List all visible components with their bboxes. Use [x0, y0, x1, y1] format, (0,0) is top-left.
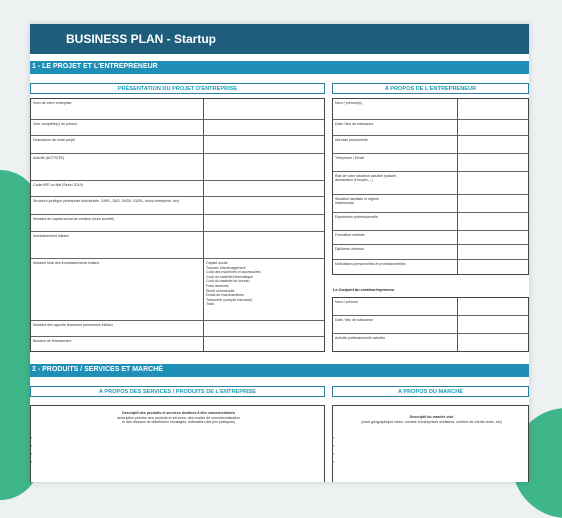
column-header-products — [30, 386, 325, 397]
row-label: Expérience professionnelle — [335, 215, 379, 219]
row-label: Formation réalisée — [335, 233, 365, 237]
sublist-item: Droits de marchandises — [206, 293, 244, 298]
table-row[interactable] — [333, 231, 529, 245]
table-row[interactable] — [31, 259, 325, 321]
column-header-entrepreneur-label: A PROPOS DE L'ENTREPRENEUR — [384, 86, 477, 92]
products-description — [31, 411, 326, 425]
table-row[interactable] — [31, 337, 325, 351]
row-label: Description de votre projet — [33, 138, 75, 142]
table-row[interactable] — [31, 321, 325, 337]
table-row[interactable] — [31, 154, 325, 181]
table-row[interactable] — [333, 120, 529, 136]
row-label: Adresse personnelle — [335, 138, 368, 142]
row-label: Date / lieu de naissance — [335, 318, 374, 322]
sublist-item: Coût du matériel informatique — [206, 274, 254, 279]
row-label: Nom / prénom — [335, 300, 358, 304]
table-row[interactable] — [333, 99, 529, 120]
row-label: Besoins de financement — [33, 339, 72, 343]
row-label: Montant de capital social de création (bure société) — [33, 217, 115, 221]
table-row[interactable] — [333, 245, 529, 260]
market-box[interactable] — [332, 405, 529, 482]
row-label: Nom de votre entreprise — [33, 101, 72, 105]
column-header-market-label: A PROPOS DU MARCHÉ — [397, 389, 464, 395]
column-header-entrepreneur — [332, 83, 529, 94]
row-label: Nom / prénom(s) — [335, 101, 362, 105]
table-row[interactable] — [31, 181, 325, 197]
sublist-item: Capital social — [206, 261, 228, 265]
sublist-item: Frais annexes — [206, 283, 229, 288]
description-line: et des réseaux de distribution envisagés, estimation des prix pratiqués) — [121, 420, 236, 425]
column-header-products-label: A PROPOS DES SERVICES / PRODUITS DE L'ENTREPRISE — [98, 389, 257, 395]
table-row[interactable] — [333, 172, 529, 195]
column-header-market — [332, 386, 529, 397]
title-bar — [30, 24, 529, 54]
sublist-item: Travaux d'aménagement — [206, 265, 246, 270]
row-label: Motivations personnelles et professionnelles — [335, 262, 406, 266]
table-row[interactable] — [31, 136, 325, 154]
row-label: Structure juridique (entreprise individuelle, SARL, SAS, SASU, EURL, micro-entreprise, etc) — [33, 199, 180, 203]
description-line: Descriptif du marché visé — [409, 415, 454, 419]
row-label: État de votre situation actuelle (salarié, demandeur d'emploi,...) — [335, 174, 397, 182]
row-label: Montant des apports financiers personnels initiaux — [33, 323, 113, 327]
table-row[interactable] — [31, 120, 325, 136]
sublist-item: Stock commercial — [206, 288, 235, 293]
table-row[interactable] — [333, 260, 529, 274]
row-label: Vom complete(s) du primeu — [33, 122, 77, 126]
row-label: Code APE ou Naf (Selon 2019) — [33, 183, 83, 187]
products-bullets: • • • • — [31, 435, 33, 464]
section-title-1: 1 - LE PROJET ET L'ENTREPRENEUR — [32, 63, 158, 70]
table-row[interactable] — [333, 154, 529, 172]
row-label: Investissement initialsi — [33, 234, 69, 238]
market-description — [333, 415, 529, 424]
entrepreneur-table — [332, 98, 529, 275]
section-title-2: 2 - PRODUITS / SERVICES ET MARCHÉ — [32, 366, 163, 373]
row-label: Activité professionnelle actuelle — [335, 336, 386, 340]
column-header-project — [30, 83, 325, 94]
market-bullets: • • • • — [333, 435, 335, 464]
row-label: Situation familiale et régime matrimonial — [335, 197, 380, 205]
column-header-project-label: PRÉSENTATION DU PROJET D'ENTREPRISE — [117, 86, 238, 92]
row-label: Téléphone / Email — [335, 156, 364, 160]
products-box[interactable] — [30, 405, 325, 482]
table-row[interactable] — [31, 99, 325, 120]
table-row[interactable] — [31, 232, 325, 259]
row-label: Date / lieu de naissance — [335, 122, 374, 126]
description-line: Descriptif des produits et services destinés à être commercialisés — [122, 411, 235, 415]
investment-sublist — [206, 261, 261, 307]
associate-table — [332, 297, 529, 352]
description-line: (zone géographique visée, nombre d'entreprises similaires, nombre de clients visés, etc) — [361, 419, 502, 424]
document-title: BUSINESS PLAN - Startup — [66, 32, 217, 46]
project-table — [30, 98, 325, 352]
description-line: description précise des produits et services, des modes de commercialisation — [116, 415, 241, 420]
associate-title: Le Conjoint du créateur/repreneur — [333, 288, 395, 292]
row-label: Activité (ACTIVITE) — [33, 156, 65, 160]
table-row[interactable] — [333, 213, 529, 231]
table-row[interactable] — [333, 316, 529, 334]
table-row[interactable] — [333, 298, 529, 316]
table-row[interactable] — [333, 195, 529, 213]
document-sheet — [30, 24, 529, 482]
section-header-1 — [30, 61, 529, 74]
table-row[interactable] — [333, 334, 529, 351]
sublist-item: Total — [206, 302, 214, 307]
table-row[interactable] — [31, 215, 325, 232]
table-row[interactable] — [333, 136, 529, 154]
row-label: Montant total des investissements initiaux — [33, 261, 100, 265]
sublist-item: Coût du matériel de bureau — [206, 279, 250, 284]
sublist-item: Trésorerie (compte bancaire) — [206, 297, 253, 302]
row-label: Diplômes obtenus — [335, 247, 364, 251]
sublist-item: Coût des machines et accessoires — [206, 270, 261, 275]
section-header-2 — [30, 364, 529, 377]
table-row[interactable] — [31, 197, 325, 215]
